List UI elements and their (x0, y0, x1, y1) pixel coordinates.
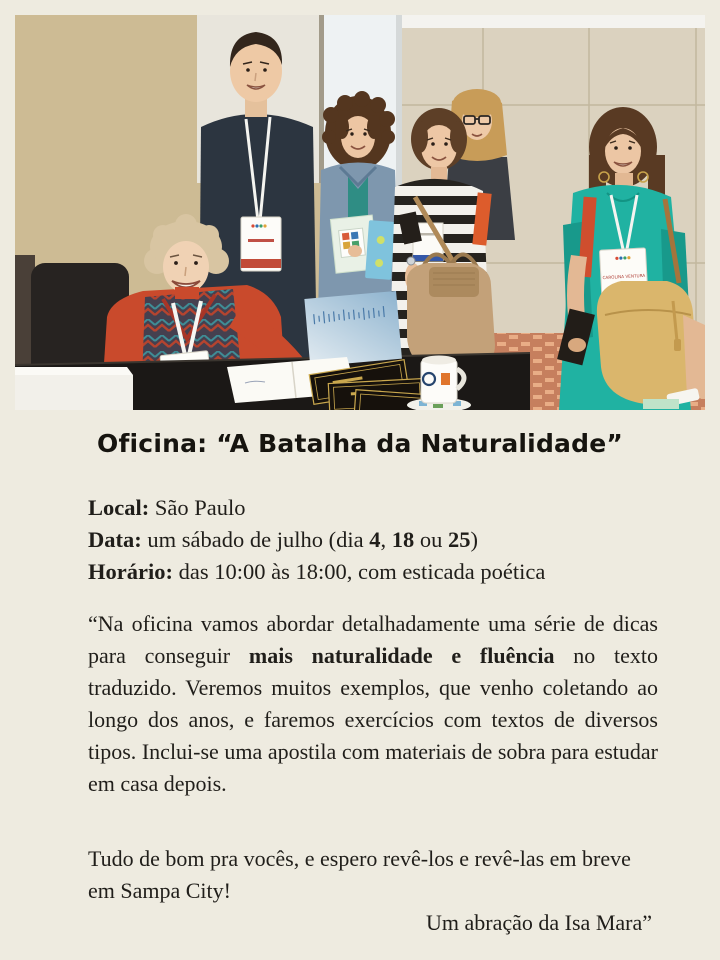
event-photo (15, 15, 705, 410)
closing-block (88, 843, 658, 939)
paragraph-run2: no texto traduzido. Veremos muitos exemplos, que venho coletando ao longo dos anos, e faremos exercícios com textos de diversos tipos. Inclui-se uma apostila com materiais de sobra para estudar em casa depois. (88, 643, 658, 796)
conference-badge (241, 217, 281, 271)
badge-name: CAROLINA VENTURA (602, 272, 646, 281)
wrist-watch (407, 257, 415, 265)
detail-horario (88, 556, 668, 588)
paragraph-run1: “Na oficina vamos abordar detalhadamente uma série de dicas para conseguir (88, 611, 658, 668)
detail-horario-value: das 10:00 às 18:00, com esticada poética (172, 559, 546, 584)
signature: Um abração da Isa Mara” (426, 910, 652, 935)
detail-data-end: ) (470, 527, 478, 552)
detail-local-label: Local: (88, 495, 150, 520)
blue-book (365, 220, 395, 280)
detail-horario-label: Horário: (88, 559, 173, 584)
detail-data-sep1: , (380, 527, 392, 552)
detail-data-day2: 18 (391, 527, 415, 552)
workshop-title: Oficina: “A Batalha da Naturalidade” (97, 429, 623, 458)
paragraph-bold: mais naturalidade e fluência (248, 643, 555, 668)
closing-message: Tudo de bom pra vocês, e espero revê-los e revê-las em breve em Sampa City! (88, 846, 631, 903)
event-photo-svg (15, 15, 705, 410)
detail-data (88, 524, 668, 556)
detail-data-label: Data: (88, 527, 142, 552)
detail-data-day1: 4 (369, 527, 381, 552)
book-cover-blue (304, 291, 402, 367)
detail-data-text: um sábado de julho (dia (141, 527, 370, 552)
detail-local-value: São Paulo (149, 495, 246, 520)
green-card (643, 399, 679, 409)
detail-local (88, 492, 668, 524)
detail-data-sep2: ou (414, 527, 448, 552)
description-paragraph (88, 608, 658, 800)
detail-data-day3: 25 (447, 527, 471, 552)
workshop-details (88, 492, 668, 588)
